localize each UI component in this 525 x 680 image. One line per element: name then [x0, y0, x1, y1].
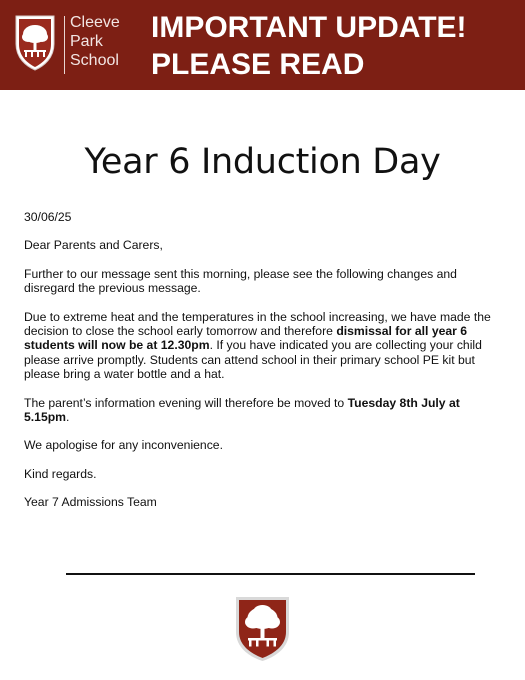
headline-line-1: IMPORTANT UPDATE! [151, 11, 467, 44]
dismissal-time-notice: dismissal for all year 6 students will now be at 12.30pm [24, 324, 468, 353]
letter-apology: We apologise for any inconvenience. [24, 438, 223, 453]
header-banner [0, 0, 525, 90]
school-name-line-3: School [70, 52, 119, 69]
letter-signature: Year 7 Admissions Team [24, 495, 157, 510]
footer-crest-icon [235, 596, 290, 662]
letter-paragraph-3 [24, 396, 504, 425]
evening-date-notice: Tuesday 8th July at 5.15pm [24, 395, 460, 425]
headline [151, 9, 521, 83]
headline-line-2: PLEASE READ [151, 48, 365, 81]
school-name-line-2: Park [70, 33, 103, 50]
footer-divider [66, 573, 475, 575]
paragraph-3-end: . [66, 410, 70, 425]
letter-date: 30/06/25 [24, 210, 72, 224]
school-name [70, 13, 140, 70]
school-crest-icon [14, 14, 56, 72]
letter-closing: Kind regards. [24, 466, 97, 481]
letter-body [24, 210, 504, 524]
letter-paragraph-1: Further to our message sent this morning, please see the following changes and disregard the previous message. [24, 266, 457, 296]
logo-divider [64, 16, 65, 74]
paragraph-2-end: . If you have indicated you are collecting your child please arrive promptly. Students can attend school in their primary school PE kit but please bring a water bottle and a hat. [24, 338, 482, 382]
letter-salutation: Dear Parents and Carers, [24, 238, 163, 253]
letter-paragraph-2 [24, 310, 504, 382]
page-title: Year 6 Induction Day [84, 142, 441, 183]
paragraph-3-start: The parent’s information evening will therefore be moved to [24, 395, 348, 410]
school-name-line-1: Cleeve [70, 14, 120, 31]
paragraph-2-start: Due to extreme heat and the temperatures in the school increasing, we have made the decision to close the school early tomorrow and therefore [24, 309, 491, 339]
